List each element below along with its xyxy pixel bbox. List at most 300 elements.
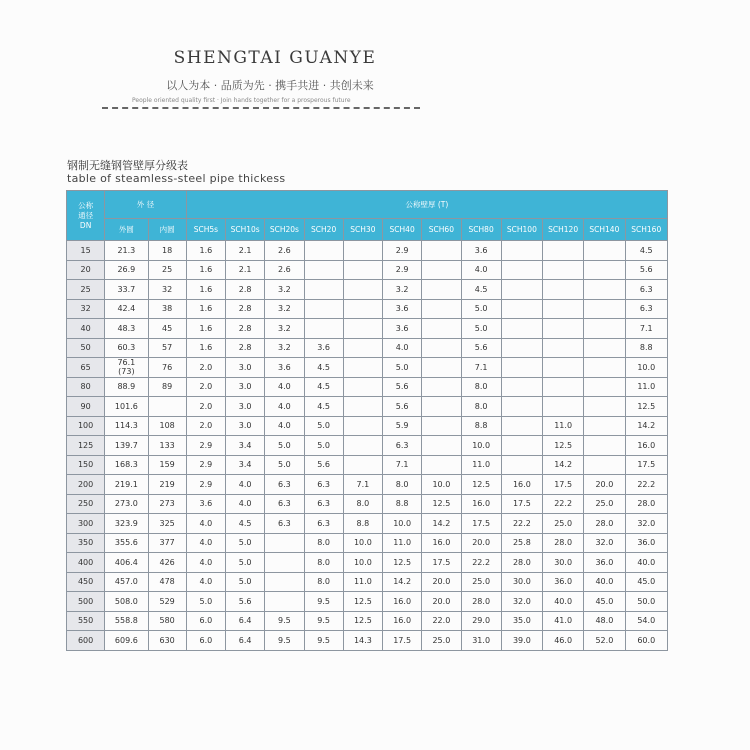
thickness-cell xyxy=(422,299,461,319)
thickness-cell: 8.8 xyxy=(461,416,501,436)
thickness-cell: 8.0 xyxy=(461,377,501,397)
thickness-cell xyxy=(422,319,461,339)
id-cell: 89 xyxy=(148,377,186,397)
schedule-header: SCH80 xyxy=(461,219,501,241)
thickness-cell: 4.5 xyxy=(226,514,265,534)
thickness-cell: 45.0 xyxy=(625,572,668,592)
table-row xyxy=(67,280,668,300)
thickness-cell: 22.2 xyxy=(543,494,584,514)
table-row xyxy=(67,514,668,534)
thickness-cell: 11.0 xyxy=(543,416,584,436)
thickness-cell xyxy=(584,280,625,300)
od-cell: 21.3 xyxy=(105,241,148,261)
thickness-cell: 4.5 xyxy=(304,397,343,417)
dn-cell: 250 xyxy=(67,494,105,514)
nominal-thickness-header: 公称壁厚 (T) xyxy=(186,191,667,219)
thickness-cell: 2.1 xyxy=(226,260,265,280)
thickness-cell: 8.8 xyxy=(343,514,382,534)
thickness-cell: 11.0 xyxy=(343,572,382,592)
thickness-cell: 14.2 xyxy=(543,455,584,475)
thickness-cell: 31.0 xyxy=(461,631,501,651)
thickness-cell xyxy=(422,377,461,397)
od-cell: 114.3 xyxy=(105,416,148,436)
thickness-cell: 17.5 xyxy=(625,455,668,475)
id-cell: 630 xyxy=(148,631,186,651)
od-cell: 101.6 xyxy=(105,397,148,417)
thickness-cell xyxy=(422,280,461,300)
od-cell: 219.1 xyxy=(105,475,148,495)
thickness-cell xyxy=(543,338,584,358)
thickness-cell: 5.0 xyxy=(461,299,501,319)
thickness-cell: 40.0 xyxy=(584,572,625,592)
thickness-cell xyxy=(543,397,584,417)
thickness-cell: 8.0 xyxy=(304,533,343,553)
brand-name: SHENGTAI GUANYE xyxy=(173,48,377,68)
thickness-cell: 25.0 xyxy=(461,572,501,592)
id-cell: 76 xyxy=(148,358,186,378)
thickness-cell: 9.5 xyxy=(265,611,304,631)
thickness-cell: 5.6 xyxy=(625,260,668,280)
table-row xyxy=(67,533,668,553)
thickness-cell: 4.0 xyxy=(265,377,304,397)
id-cell: 133 xyxy=(148,436,186,456)
od-cell: 168.3 xyxy=(105,455,148,475)
thickness-cell xyxy=(343,397,382,417)
thickness-cell: 3.6 xyxy=(304,338,343,358)
thickness-cell xyxy=(304,319,343,339)
thickness-cell: 14.2 xyxy=(625,416,668,436)
brand-divider xyxy=(102,107,420,109)
schedule-header: SCH100 xyxy=(501,219,542,241)
thickness-cell: 2.8 xyxy=(226,319,265,339)
thickness-cell: 1.6 xyxy=(186,241,225,261)
thickness-cell: 2.9 xyxy=(383,260,422,280)
id-cell: 219 xyxy=(148,475,186,495)
id-cell: 377 xyxy=(148,533,186,553)
thickness-cell: 6.3 xyxy=(265,475,304,495)
thickness-cell: 1.6 xyxy=(186,280,225,300)
thickness-cell xyxy=(501,358,542,378)
table-row xyxy=(67,299,668,319)
thickness-cell: 7.1 xyxy=(625,319,668,339)
thickness-cell: 3.6 xyxy=(461,241,501,261)
thickness-cell: 10.0 xyxy=(343,533,382,553)
table-row xyxy=(67,319,668,339)
thickness-cell xyxy=(584,377,625,397)
thickness-cell xyxy=(422,260,461,280)
schedule-header: SCH20 xyxy=(304,219,343,241)
od-cell: 609.6 xyxy=(105,631,148,651)
thickness-cell xyxy=(501,260,542,280)
thickness-cell xyxy=(422,455,461,475)
thickness-cell: 11.0 xyxy=(383,533,422,553)
thickness-cell: 28.0 xyxy=(501,553,542,573)
thickness-cell: 41.0 xyxy=(543,611,584,631)
thickness-cell: 32.0 xyxy=(625,514,668,534)
thickness-cell: 3.6 xyxy=(383,299,422,319)
thickness-cell: 3.6 xyxy=(265,358,304,378)
thickness-cell: 36.0 xyxy=(543,572,584,592)
thickness-cell xyxy=(422,241,461,261)
id-cell: 426 xyxy=(148,553,186,573)
thickness-cell: 2.6 xyxy=(265,260,304,280)
thickness-cell: 3.0 xyxy=(226,377,265,397)
thickness-cell xyxy=(501,338,542,358)
dn-cell: 600 xyxy=(67,631,105,651)
thickness-cell xyxy=(501,455,542,475)
thickness-cell: 4.0 xyxy=(226,494,265,514)
thickness-cell xyxy=(343,338,382,358)
thickness-cell: 12.5 xyxy=(543,436,584,456)
thickness-cell: 1.6 xyxy=(186,338,225,358)
thickness-cell xyxy=(584,241,625,261)
pipe-thickness-table xyxy=(66,190,668,651)
thickness-cell: 40.0 xyxy=(625,553,668,573)
thickness-cell: 5.0 xyxy=(226,572,265,592)
thickness-cell: 12.5 xyxy=(422,494,461,514)
thickness-cell: 5.0 xyxy=(265,455,304,475)
thickness-cell: 30.0 xyxy=(501,572,542,592)
thickness-cell: 22.2 xyxy=(461,553,501,573)
thickness-cell: 6.4 xyxy=(226,631,265,651)
thickness-cell: 17.5 xyxy=(501,494,542,514)
thickness-cell: 12.5 xyxy=(625,397,668,417)
thickness-cell: 2.8 xyxy=(226,338,265,358)
thickness-cell xyxy=(501,436,542,456)
thickness-cell xyxy=(265,572,304,592)
thickness-cell: 14.2 xyxy=(383,572,422,592)
thickness-cell xyxy=(422,358,461,378)
thickness-cell: 28.0 xyxy=(584,514,625,534)
thickness-cell: 28.0 xyxy=(625,494,668,514)
thickness-cell: 5.0 xyxy=(461,319,501,339)
thickness-cell: 16.0 xyxy=(625,436,668,456)
id-cell: 529 xyxy=(148,592,186,612)
od-cell: 76.1 (73) xyxy=(105,358,148,378)
thickness-cell xyxy=(343,260,382,280)
brand-slogan-en: People oriented quality first · Join hands together for a prosperous future xyxy=(132,97,351,104)
brand-header xyxy=(100,48,430,109)
thickness-cell xyxy=(501,416,542,436)
thickness-cell: 20.0 xyxy=(422,592,461,612)
thickness-cell: 4.5 xyxy=(625,241,668,261)
id-cell: 57 xyxy=(148,338,186,358)
od-cell: 508.0 xyxy=(105,592,148,612)
thickness-cell: 6.3 xyxy=(625,299,668,319)
thickness-cell: 6.3 xyxy=(304,514,343,534)
thickness-cell: 39.0 xyxy=(501,631,542,651)
thickness-cell: 16.0 xyxy=(501,475,542,495)
od-cell: 42.4 xyxy=(105,299,148,319)
id-cell: 273 xyxy=(148,494,186,514)
thickness-cell xyxy=(584,319,625,339)
dn-cell: 15 xyxy=(67,241,105,261)
thickness-cell xyxy=(543,319,584,339)
id-cell xyxy=(148,397,186,417)
table-row xyxy=(67,572,668,592)
thickness-cell: 6.3 xyxy=(304,494,343,514)
thickness-cell: 2.9 xyxy=(186,436,225,456)
thickness-cell xyxy=(343,299,382,319)
table-row xyxy=(67,611,668,631)
thickness-cell xyxy=(501,319,542,339)
thickness-cell: 3.2 xyxy=(265,338,304,358)
thickness-cell: 6.0 xyxy=(186,611,225,631)
od-header: 外圆 xyxy=(105,219,148,241)
thickness-cell: 4.0 xyxy=(226,475,265,495)
thickness-cell: 17.5 xyxy=(383,631,422,651)
thickness-cell: 4.0 xyxy=(265,416,304,436)
od-cell: 406.4 xyxy=(105,553,148,573)
id-cell: 159 xyxy=(148,455,186,475)
thickness-cell: 2.8 xyxy=(226,299,265,319)
thickness-cell: 5.0 xyxy=(186,592,225,612)
thickness-cell: 16.0 xyxy=(383,592,422,612)
thickness-cell: 4.0 xyxy=(186,533,225,553)
thickness-cell xyxy=(343,377,382,397)
thickness-cell: 4.0 xyxy=(186,553,225,573)
outer-diameter-header: 外 径 xyxy=(105,191,187,219)
dn-cell: 300 xyxy=(67,514,105,534)
dn-cell: 32 xyxy=(67,299,105,319)
thickness-cell: 22.2 xyxy=(625,475,668,495)
dn-cell: 20 xyxy=(67,260,105,280)
thickness-cell: 4.5 xyxy=(304,377,343,397)
table-row xyxy=(67,553,668,573)
thickness-cell: 2.6 xyxy=(265,241,304,261)
thickness-cell: 3.6 xyxy=(186,494,225,514)
thickness-cell: 5.0 xyxy=(226,553,265,573)
thickness-cell: 4.0 xyxy=(265,397,304,417)
thickness-cell: 3.0 xyxy=(226,397,265,417)
thickness-cell: 8.0 xyxy=(461,397,501,417)
thickness-cell xyxy=(343,416,382,436)
table-row xyxy=(67,260,668,280)
thickness-cell xyxy=(265,553,304,573)
thickness-cell xyxy=(343,358,382,378)
thickness-cell: 3.2 xyxy=(265,299,304,319)
thickness-cell xyxy=(265,533,304,553)
thickness-cell: 2.1 xyxy=(226,241,265,261)
schedule-header: SCH5s xyxy=(186,219,225,241)
thickness-cell: 3.0 xyxy=(226,358,265,378)
thickness-cell: 4.0 xyxy=(186,572,225,592)
thickness-cell xyxy=(422,436,461,456)
thickness-cell: 6.3 xyxy=(383,436,422,456)
dn-cell: 90 xyxy=(67,397,105,417)
thickness-cell: 12.5 xyxy=(383,553,422,573)
table-body xyxy=(67,241,668,651)
table-row xyxy=(67,377,668,397)
thickness-cell: 1.6 xyxy=(186,260,225,280)
id-header: 内圆 xyxy=(148,219,186,241)
thickness-cell xyxy=(343,436,382,456)
thickness-cell: 2.0 xyxy=(186,377,225,397)
thickness-cell: 4.0 xyxy=(186,514,225,534)
thickness-cell: 6.0 xyxy=(186,631,225,651)
thickness-cell: 3.2 xyxy=(265,319,304,339)
thickness-cell: 8.8 xyxy=(383,494,422,514)
thickness-cell: 1.6 xyxy=(186,319,225,339)
thickness-cell: 3.4 xyxy=(226,436,265,456)
thickness-cell: 45.0 xyxy=(584,592,625,612)
thickness-cell: 52.0 xyxy=(584,631,625,651)
od-cell: 457.0 xyxy=(105,572,148,592)
thickness-cell xyxy=(543,280,584,300)
thickness-cell: 3.6 xyxy=(383,319,422,339)
thickness-cell: 25.8 xyxy=(501,533,542,553)
thickness-cell xyxy=(584,436,625,456)
thickness-cell: 22.0 xyxy=(422,611,461,631)
dn-header: 公称 通径 DN xyxy=(67,191,105,241)
thickness-cell: 20.0 xyxy=(584,475,625,495)
thickness-cell: 16.0 xyxy=(422,533,461,553)
thickness-cell: 1.6 xyxy=(186,299,225,319)
thickness-cell: 29.0 xyxy=(461,611,501,631)
thickness-cell: 6.3 xyxy=(265,514,304,534)
thickness-cell: 10.0 xyxy=(422,475,461,495)
brand-slogan-cn: 以人为本 · 品质为先 · 携手共进 · 共创未来 xyxy=(166,79,374,92)
thickness-cell: 48.0 xyxy=(584,611,625,631)
od-cell: 139.7 xyxy=(105,436,148,456)
thickness-cell: 5.0 xyxy=(304,416,343,436)
thickness-cell xyxy=(343,319,382,339)
thickness-cell xyxy=(304,260,343,280)
thickness-cell: 2.0 xyxy=(186,358,225,378)
thickness-cell: 6.4 xyxy=(226,611,265,631)
od-cell: 33.7 xyxy=(105,280,148,300)
thickness-cell xyxy=(343,241,382,261)
thickness-cell xyxy=(343,280,382,300)
dn-cell: 80 xyxy=(67,377,105,397)
thickness-cell: 28.0 xyxy=(543,533,584,553)
thickness-cell: 8.0 xyxy=(304,572,343,592)
thickness-cell: 35.0 xyxy=(501,611,542,631)
thickness-cell xyxy=(501,241,542,261)
thickness-cell: 4.0 xyxy=(461,260,501,280)
thickness-cell xyxy=(501,397,542,417)
schedule-header: SCH10s xyxy=(226,219,265,241)
thickness-cell: 25.0 xyxy=(543,514,584,534)
thickness-cell xyxy=(304,241,343,261)
table-row xyxy=(67,475,668,495)
thickness-cell: 2.0 xyxy=(186,397,225,417)
thickness-cell xyxy=(584,416,625,436)
thickness-cell: 5.6 xyxy=(226,592,265,612)
thickness-cell xyxy=(543,299,584,319)
thickness-cell xyxy=(543,260,584,280)
table-row xyxy=(67,436,668,456)
thickness-cell: 7.1 xyxy=(383,455,422,475)
dn-cell: 100 xyxy=(67,416,105,436)
thickness-cell xyxy=(422,338,461,358)
od-cell: 355.6 xyxy=(105,533,148,553)
thickness-cell: 6.3 xyxy=(304,475,343,495)
table-row xyxy=(67,592,668,612)
thickness-cell xyxy=(584,455,625,475)
id-cell: 38 xyxy=(148,299,186,319)
thickness-cell: 50.0 xyxy=(625,592,668,612)
thickness-cell xyxy=(304,280,343,300)
thickness-cell: 2.8 xyxy=(226,280,265,300)
thickness-cell: 28.0 xyxy=(461,592,501,612)
od-cell: 323.9 xyxy=(105,514,148,534)
thickness-cell: 5.0 xyxy=(304,436,343,456)
thickness-cell: 4.5 xyxy=(461,280,501,300)
thickness-cell xyxy=(584,299,625,319)
thickness-cell: 30.0 xyxy=(543,553,584,573)
schedule-header: SCH40 xyxy=(383,219,422,241)
thickness-cell xyxy=(501,377,542,397)
thickness-cell: 2.0 xyxy=(186,416,225,436)
thickness-cell xyxy=(422,397,461,417)
id-cell: 18 xyxy=(148,241,186,261)
od-cell: 273.0 xyxy=(105,494,148,514)
thickness-cell xyxy=(543,358,584,378)
id-cell: 108 xyxy=(148,416,186,436)
id-cell: 580 xyxy=(148,611,186,631)
thickness-cell xyxy=(265,592,304,612)
thickness-cell xyxy=(543,377,584,397)
thickness-cell xyxy=(501,299,542,319)
thickness-cell: 16.0 xyxy=(383,611,422,631)
id-cell: 478 xyxy=(148,572,186,592)
table-row xyxy=(67,241,668,261)
thickness-cell: 20.0 xyxy=(422,572,461,592)
thickness-cell: 14.3 xyxy=(343,631,382,651)
thickness-cell xyxy=(584,338,625,358)
thickness-cell: 5.6 xyxy=(304,455,343,475)
thickness-cell: 60.0 xyxy=(625,631,668,651)
thickness-cell: 32.0 xyxy=(501,592,542,612)
thickness-cell: 12.5 xyxy=(343,611,382,631)
dn-cell: 50 xyxy=(67,338,105,358)
thickness-cell xyxy=(584,358,625,378)
thickness-cell: 8.8 xyxy=(625,338,668,358)
thickness-cell: 25.0 xyxy=(584,494,625,514)
thickness-cell: 4.5 xyxy=(304,358,343,378)
thickness-cell: 5.0 xyxy=(226,533,265,553)
od-cell: 88.9 xyxy=(105,377,148,397)
thickness-cell: 8.0 xyxy=(304,553,343,573)
thickness-cell xyxy=(304,299,343,319)
thickness-cell xyxy=(343,455,382,475)
thickness-cell: 17.5 xyxy=(461,514,501,534)
table-title-cn: 钢制无缝钢管壁厚分级表 xyxy=(67,159,188,172)
thickness-cell: 12.5 xyxy=(461,475,501,495)
thickness-cell: 12.5 xyxy=(343,592,382,612)
thickness-cell: 36.0 xyxy=(584,553,625,573)
thickness-cell: 22.2 xyxy=(501,514,542,534)
thickness-cell xyxy=(543,241,584,261)
thickness-cell: 14.2 xyxy=(422,514,461,534)
thickness-cell: 3.2 xyxy=(383,280,422,300)
thickness-cell: 5.6 xyxy=(461,338,501,358)
schedule-header: SCH30 xyxy=(343,219,382,241)
table-row xyxy=(67,494,668,514)
thickness-cell: 7.1 xyxy=(343,475,382,495)
thickness-cell: 8.0 xyxy=(383,475,422,495)
thickness-cell: 10.0 xyxy=(625,358,668,378)
schedule-header: SCH160 xyxy=(625,219,668,241)
thickness-cell: 5.0 xyxy=(383,358,422,378)
thickness-cell: 8.0 xyxy=(343,494,382,514)
thickness-cell: 9.5 xyxy=(304,611,343,631)
dn-cell: 550 xyxy=(67,611,105,631)
thickness-cell: 2.9 xyxy=(186,455,225,475)
dn-cell: 350 xyxy=(67,533,105,553)
dn-cell: 450 xyxy=(67,572,105,592)
